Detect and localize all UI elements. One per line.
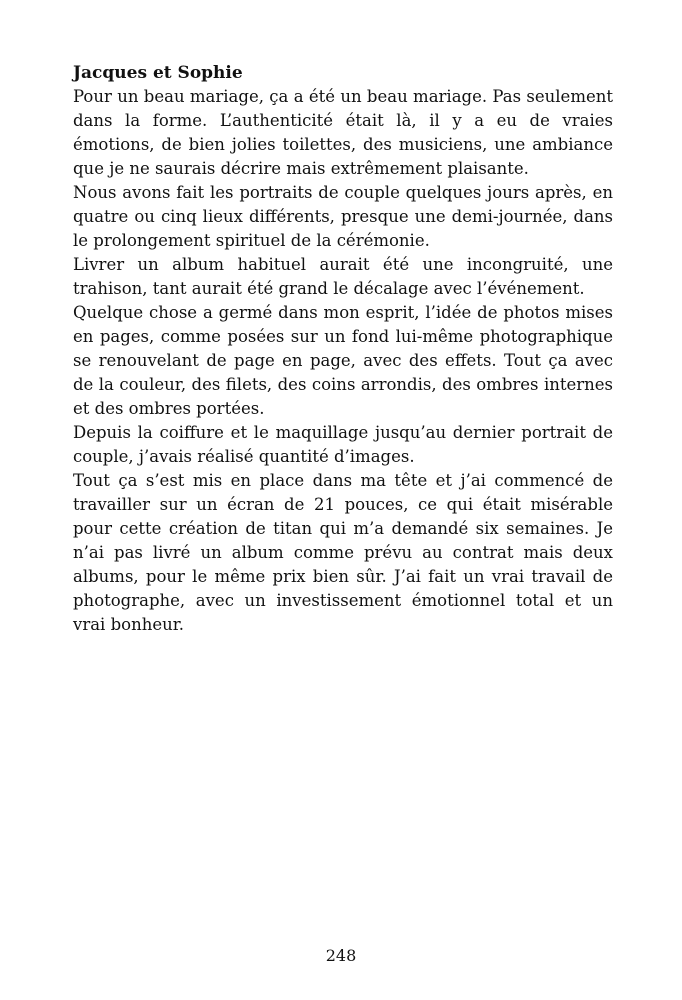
- paragraph-3: Livrer un album habituel aurait été une incongruité, une trahison, tant aurait été grand le décalage avec l’événement.: [73, 255, 613, 298]
- paragraph-4: Quelque chose a germé dans mon esprit, l’idée de photos mises en pages, comme posées sur un fond lui-même photographique se renouvelant de page en page, avec des effets. Tout ça avec de la couleur, des filets, des coins arrondis, des ombres internes et des ombres portées.: [73, 303, 613, 418]
- paragraph-6: Tout ça s’est mis en place dans ma tête et j’ai commencé de travailler sur un écran de 21 pouces, ce qui était misérable pour cette création de titan qui m’a demandé six semaines. Je n’ai pas livré un album comme prévu au contrat mais deux albums, pour le même prix bien sûr. J’ai fait un vrai travail de photographe, avec un investissement émotionnel total et un vrai bonheur.: [73, 471, 613, 634]
- paragraph-1: Pour un beau mariage, ça a été un beau mariage. Pas seulement dans la forme. L’authenticité était là, il y a eu de vraies émotions, de bien jolies toilettes, des musiciens, une ambiance que je ne saurais décrire mais extrêmement plaisante.: [73, 87, 613, 178]
- paragraph-2: Nous avons fait les portraits de couple quelques jours après, en quatre ou cinq lieux différents, presque une demi-journée, dans le prolongement spirituel de la cérémonie.: [73, 183, 613, 250]
- text-block: [73, 61, 613, 637]
- paragraph-5: Depuis la coiffure et le maquillage jusqu’au dernier portrait de couple, j’avais réalisé quantité d’images.: [73, 423, 613, 466]
- section-title: Jacques et Sophie: [73, 63, 243, 83]
- page-number: 248: [325, 946, 357, 965]
